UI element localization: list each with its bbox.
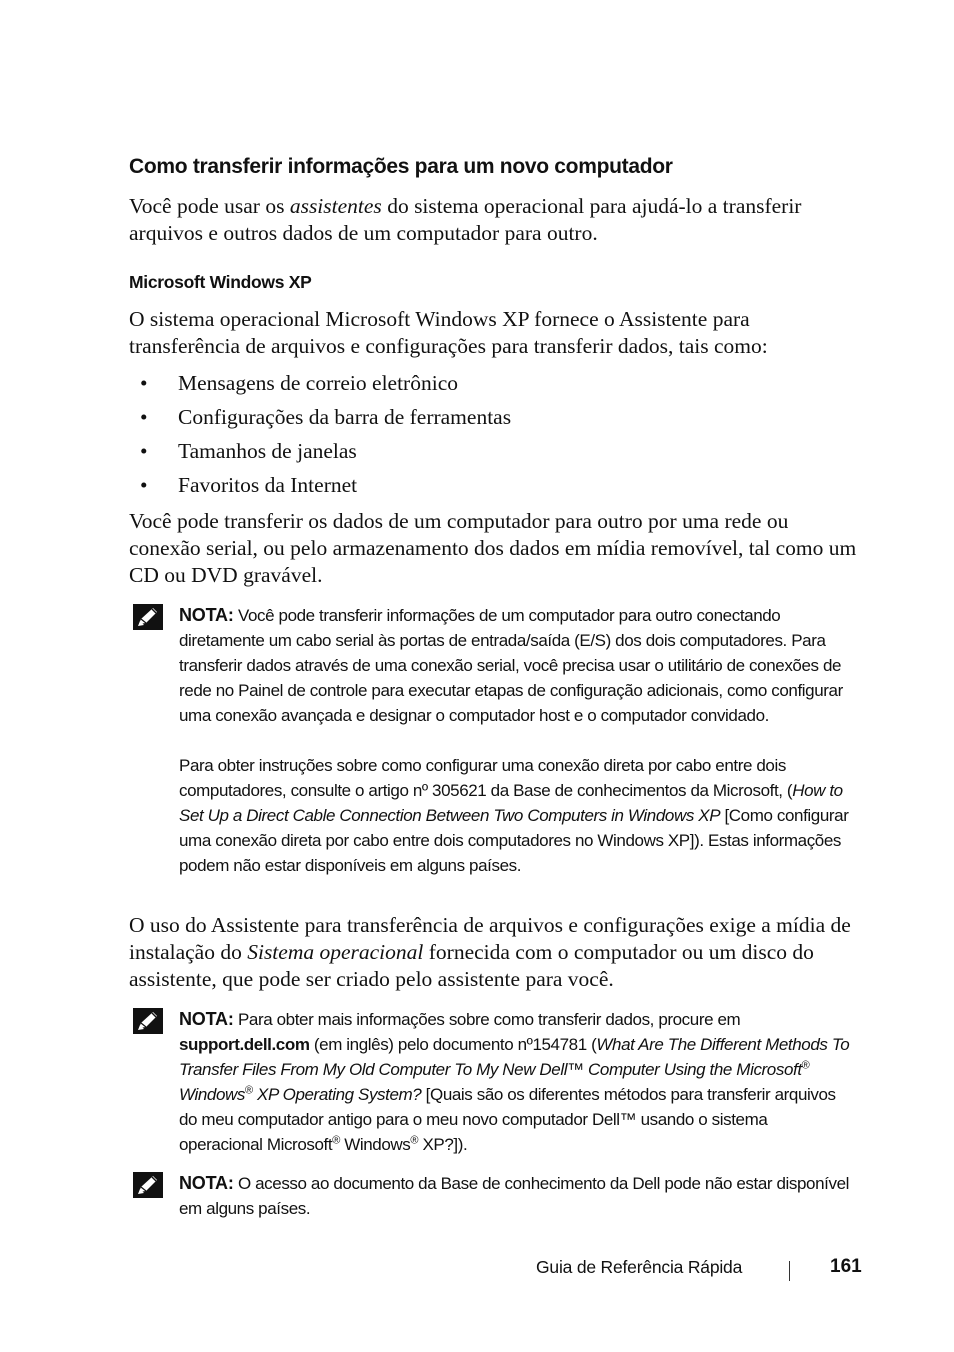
registered-mark: ® — [332, 1134, 340, 1147]
bullet-icon: • — [140, 405, 148, 429]
note-body — [179, 1171, 853, 1221]
list-item — [129, 368, 511, 402]
note-serial-cable — [133, 603, 853, 878]
document-title: Windows — [179, 1085, 246, 1104]
pencil-note-icon — [133, 1172, 163, 1198]
intro-text: Você pode usar os — [129, 194, 290, 218]
note-paragraph — [179, 753, 853, 878]
note-body — [179, 1007, 853, 1157]
note-text: Você pode transferir informações de um computador para outro conectando diretamente um cabo serial às portas de entrada/saída (E/S) dos dois computadores. Para transferir dados através de uma conexão serial, você precisa usar o utilitário de conexões de rede no Painel de controle para executar etapas de configuração adicionais, como configurar uma conexão avançada e designar o computador host e o computador convidado. — [179, 606, 843, 725]
note-text: O acesso ao documento da Base de conhecimento da Dell pode não estar disponível em alguns países. — [179, 1174, 850, 1218]
document-title: XP Operating System? — [252, 1085, 422, 1104]
pencil-note-icon — [133, 1008, 163, 1034]
intro-emphasis: assistentes — [289, 194, 382, 218]
article-title: How to Set Up a Direct Cable Connection Between Two Computers in Windows XP — [179, 781, 843, 825]
intro-text-end: do sistema operacional para ajudá-lo a transferir arquivos e outros dados de um computador para outro. — [129, 194, 802, 245]
bullet-icon: • — [140, 371, 148, 395]
wizard-text-end: fornecida com o computador ou um disco do assistente, que pode ser criado pelo assistente para você. — [129, 940, 814, 991]
intro-paragraph — [129, 193, 859, 247]
note-label: NOTA: — [179, 1009, 234, 1029]
registered-mark: ® — [245, 1084, 253, 1097]
note-text: Para obter mais informações sobre como transferir dados, procure em — [233, 1010, 741, 1029]
wizard-paragraph — [129, 912, 859, 993]
note-text: [Como configurar uma conexão direta por cabo entre dois computadores no Windows XP]). Estas informações podem não estar disponíveis em alguns países. — [179, 806, 849, 875]
subsection-title: Microsoft Windows XP — [129, 272, 312, 292]
list-item-text: Tamanhos de janelas — [178, 439, 357, 463]
list-item — [129, 436, 511, 470]
bullet-icon: • — [140, 473, 148, 497]
list-item — [129, 402, 511, 436]
note-label: NOTA: — [179, 605, 234, 625]
note-text: Para obter instruções sobre como configurar uma conexão direta por cabo entre dois computadores, consulte o artigo nº 305621 da Base de conhecimentos da Microsoft, ( — [179, 756, 793, 800]
registered-mark: ® — [801, 1059, 810, 1072]
note-support-dell — [133, 1007, 853, 1157]
wizard-emphasis: Sistema operacional — [247, 940, 424, 964]
pencil-note-icon — [133, 604, 163, 630]
xp-paragraph: O sistema operacional Microsoft Windows XP fornece o Assistente para transferência de arquivos e configurações para transferir dados, tais como: — [129, 307, 768, 358]
footer-divider — [789, 1261, 790, 1281]
note-text: XP?]). — [418, 1135, 468, 1154]
list-item — [129, 470, 511, 504]
note-text: Windows — [339, 1135, 411, 1154]
note-text: [Quais são os diferentes métodos para transferir arquivos do meu computador antigo para o meu novo computador Dell™ usando o sistema operacional Microsoft — [179, 1085, 836, 1154]
transfer-paragraph: Você pode transferir os dados de um computador para outro por uma rede ou conexão serial, ou pelo armazenamento dos dados em mídia removível, tal como um CD ou DVD gravável. — [129, 509, 857, 587]
document-title: What Are The Different Methods To Transfer Files From My Old Computer To My New Dell™ Computer Using the Microsoft — [179, 1035, 850, 1079]
note-body — [179, 603, 853, 878]
feature-list — [129, 368, 511, 504]
note-text: (em inglês) pelo documento nº154781 ( — [309, 1035, 597, 1054]
list-item-text: Configurações da barra de ferramentas — [178, 405, 512, 429]
section-title: Como transferir informações para um novo computador — [129, 155, 673, 178]
note-knowledge-base — [133, 1171, 853, 1221]
note-label: NOTA: — [179, 1173, 234, 1193]
registered-mark: ® — [410, 1134, 419, 1147]
footer-guide-title: Guia de Referência Rápida — [536, 1257, 743, 1277]
wizard-text: O uso do Assistente para transferência de arquivos e configurações exige a mídia de instalação do — [129, 913, 851, 964]
list-item-text: Favoritos da Internet — [178, 473, 358, 497]
bullet-icon: • — [140, 439, 148, 463]
page-number: 161 — [830, 1256, 862, 1277]
list-item-text: Mensagens de correio eletrônico — [178, 371, 458, 395]
support-link[interactable]: support.dell.com — [179, 1035, 310, 1054]
